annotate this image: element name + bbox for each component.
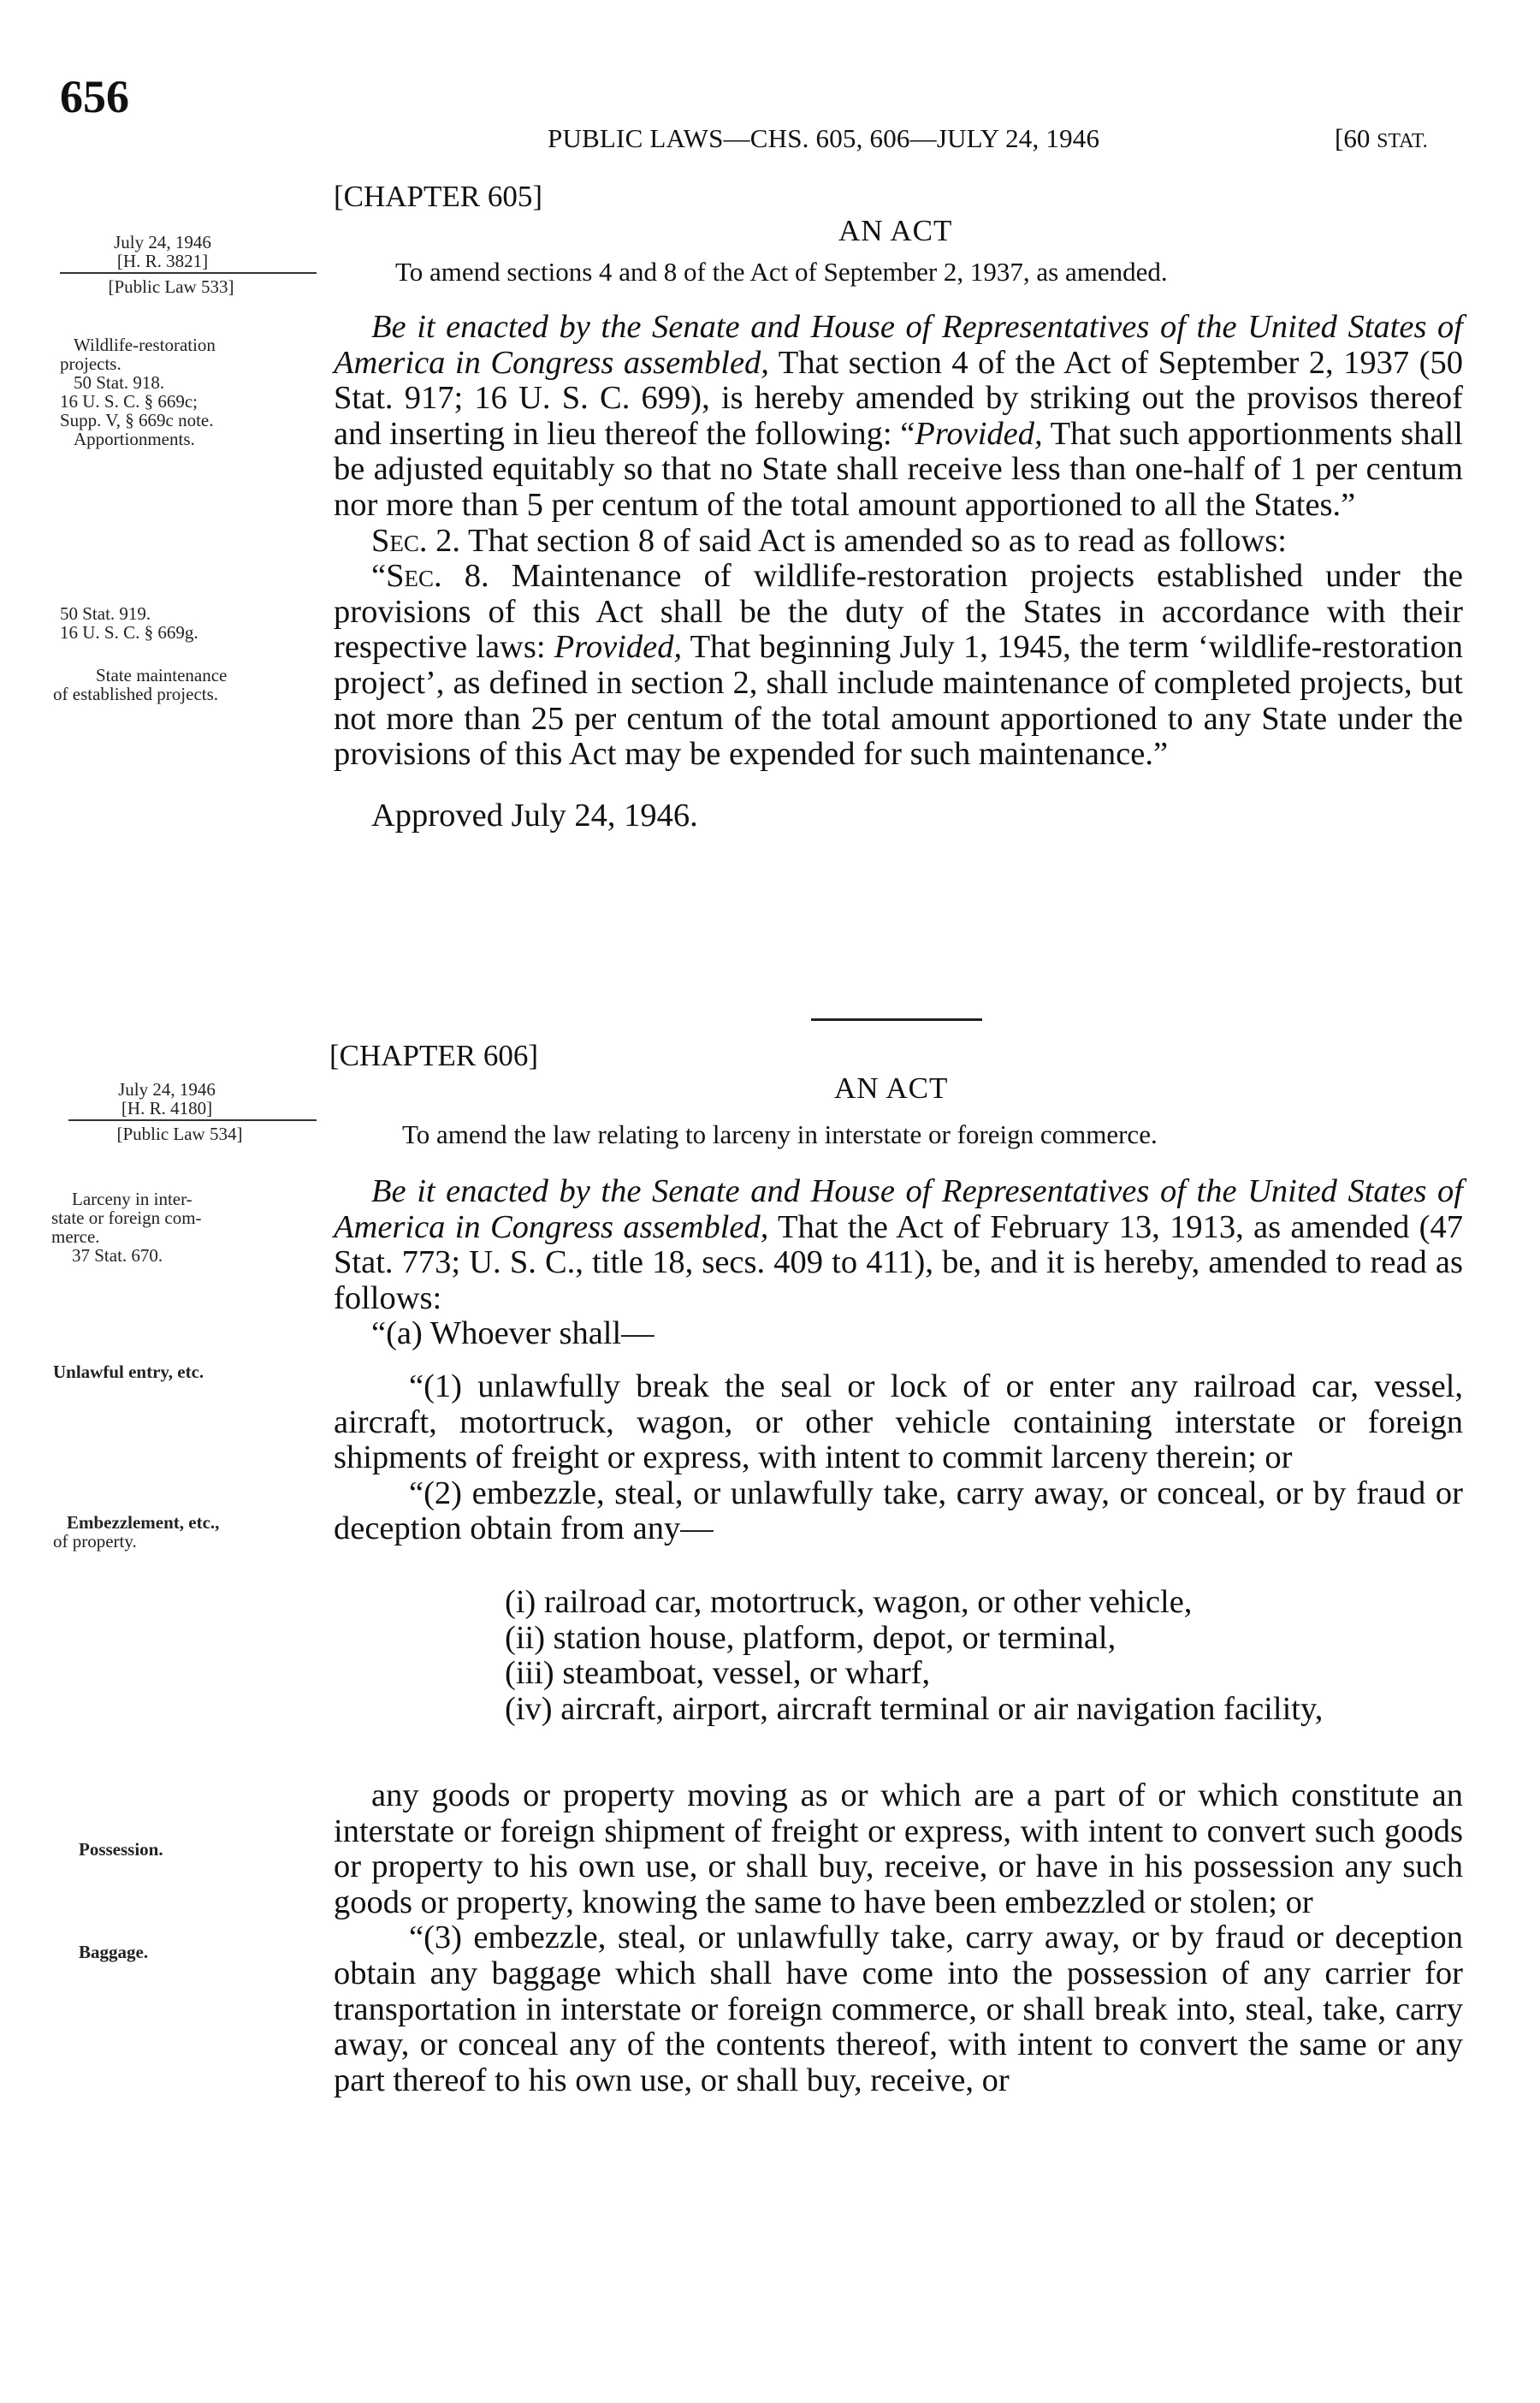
chapter-606-act-label: AN ACT — [834, 1071, 949, 1105]
margin-note: 50 Stat. 919. — [60, 603, 151, 624]
goods-paragraph: any goods or property moving as or which are a part of or which constitute an interstate or foreign shipment of freight or express, with intent to convert such goods or property to his own use, or shall buy, receive, or have in his possession any such goods or property, knowing the same to have been embezzled or stolen; or — [334, 1777, 1463, 1920]
margin-note: of established projects. — [53, 684, 219, 704]
clause-1: “(1) unlawfully break the seal or lock of or enter any railroad car, vessel, aircraft, motortruck, wagon, or other vehicle containing interstate or foreign shipments of freight or express, with intent to commit larceny therein; or — [334, 1368, 1463, 1476]
section-label: Sec. 2. — [371, 522, 461, 559]
margin-note: 16 U. S. C. § 669c; — [60, 391, 198, 412]
clause-3: “(3) embezzle, steal, or unlawfully take, carry away, or by fraud or deception obtain any baggage which shall have come into the possession of any carrier for transportation in interstate or foreign commerce, or shall break into, steal, take, carry away, or conceal any of the contents thereof, with intent to convert the same or any part thereof to his own use, or shall buy, receive, or — [334, 1919, 1463, 2098]
margin-note: merce. — [51, 1226, 100, 1247]
margin-date: July 24, 1946 — [114, 232, 211, 252]
margin-note: 16 U. S. C. § 669g. — [60, 622, 198, 643]
list-item: (i) railroad car, motortruck, wagon, or other vehicle, — [505, 1584, 1193, 1620]
proviso: Provided, — [554, 629, 683, 666]
margin-notes-embezzlement — [53, 1513, 219, 1551]
amendment-text: That the Act of February 13, 1913, as amended (47 Stat. 773; U. S. C., title 18, secs. 409 to 411), be, and it is hereby, amended to read as follows: — [334, 1208, 1463, 1316]
chapter-606-body — [334, 1174, 1463, 1547]
list-item: (iii) steamboat, vessel, or wharf, — [505, 1655, 931, 1692]
margin-note-unlawful-entry: Unlawful entry, etc. — [53, 1362, 204, 1382]
enacting-paragraph — [334, 1174, 1463, 1316]
margin-law-wrap — [68, 1124, 325, 1143]
margin-note: Apportionments. — [74, 429, 195, 449]
margin-note: 37 Stat. 670. — [72, 1245, 163, 1266]
clause-a: “(a) Whoever shall— — [371, 1315, 654, 1352]
volume-reference — [1335, 123, 1428, 154]
margin-rule — [60, 272, 317, 274]
clause-2: “(2) embezzle, steal, or unlawfully take, carry away, or conceal, or by fraud or deception obtain from any— — [334, 1474, 1463, 1547]
chapter-605-purpose: To amend sections 4 and 8 of the Act of September 2, 1937, as amended. — [395, 257, 1168, 287]
chapter-606-purpose: To amend the law relating to larceny in interstate or foreign commerce. — [402, 1119, 1158, 1149]
margin-law: [Public Law 533] — [108, 276, 234, 297]
margin-date: July 24, 1946 — [118, 1079, 216, 1100]
section-8-paragraph — [334, 559, 1463, 773]
margin-notes-sec2 — [60, 604, 198, 642]
margin-notes-larceny — [51, 1190, 202, 1265]
section-8-proviso-text: That beginning July 1, 1945, the term ‘wildlife-restoration project’, as defined in section 2, shall include maintenance of completed projects, but not more than 25 per centum of the total amount apportioned to any State under the provisions of this Act may be expended for such maintenance.” — [334, 629, 1463, 773]
enacting-clause: Be it enacted by the Senate and House of Representatives of the United States of America in Congress assembled, — [334, 1173, 1463, 1245]
volume-prefix: [60 — [1335, 123, 1377, 153]
section-label: “Sec. 8. — [371, 558, 489, 595]
volume-stat: STAT. — [1377, 130, 1428, 152]
margin-law: [Public Law 534] — [116, 1124, 243, 1144]
margin-note: of property. — [53, 1531, 137, 1552]
clause-2-items — [505, 1585, 1463, 1727]
margin-bill: [H. R. 4180] — [121, 1098, 213, 1118]
chapter-606-margin-citation — [60, 1080, 317, 1118]
chapter-606-body-continued — [334, 1778, 1463, 2098]
enacting-clause: Be it enacted by the Senate and House of Representatives of the United States of America in Congress assembled, — [334, 309, 1463, 381]
running-title: PUBLIC LAWS—CHS. 605, 606—JULY 24, 1946 — [548, 123, 1100, 153]
approval-line: Approved July 24, 1946. — [371, 797, 698, 834]
chapter-605-margin-citation — [60, 233, 317, 270]
margin-note: projects. — [60, 353, 121, 374]
list-item: (iv) aircraft, airport, aircraft terminal or air navigation facility, — [505, 1690, 1324, 1727]
section-4-text: That section 4 of the Act of September 2, 1937 (50 Stat. 917; 16 U. S. C. 699), is hereby amended by striking out the provisos thereof and inserting in lieu thereof the following: “ — [334, 344, 1463, 452]
margin-note-possession: Possession. — [79, 1839, 163, 1860]
section-8-text: Maintenance of wildlife-restoration projects established under the provisions of this Act shall be the duty of the States in accordance with their respective laws: — [334, 558, 1463, 666]
margin-note: Wildlife-restoration — [74, 335, 216, 355]
chapter-605-body — [334, 310, 1463, 834]
enacting-paragraph — [334, 310, 1463, 524]
section-2-text: That section 8 of said Act is amended so as to read as follows: — [460, 522, 1287, 559]
margin-note: State maintenance — [96, 665, 228, 685]
margin-note-baggage: Baggage. — [79, 1942, 149, 1962]
margin-note: Embezzlement, etc., — [67, 1512, 220, 1533]
list-item: (ii) station house, platform, depot, or terminal, — [505, 1619, 1116, 1656]
margin-note: Larceny in inter- — [72, 1189, 192, 1209]
chapter-606-heading: [CHAPTER 606] — [329, 1039, 539, 1072]
page-number: 656 — [60, 71, 129, 122]
margin-bill: [H. R. 3821] — [116, 251, 209, 271]
proviso: Provided, — [915, 415, 1043, 452]
chapter-605-heading: [CHAPTER 605] — [334, 180, 543, 213]
section-2-paragraph — [334, 524, 1463, 560]
margin-note: state or foreign com- — [51, 1207, 202, 1228]
margin-note: 50 Stat. 918. — [74, 372, 165, 393]
margin-law-wrap — [60, 277, 317, 296]
chapter-divider — [811, 1018, 982, 1021]
margin-rule — [68, 1119, 317, 1121]
margin-notes-wildlife — [60, 335, 216, 449]
margin-note: Supp. V, § 669c note. — [60, 410, 214, 430]
chapter-605-act-label: AN ACT — [838, 214, 953, 247]
margin-notes-maintenance — [53, 666, 227, 703]
section-4-proviso-text: That such apportionments shall be adjusted equitably so that no State shall receive less than one-half of 1 per centum nor more than 5 per centum of the total amount apportioned to all the States.” — [334, 415, 1463, 523]
